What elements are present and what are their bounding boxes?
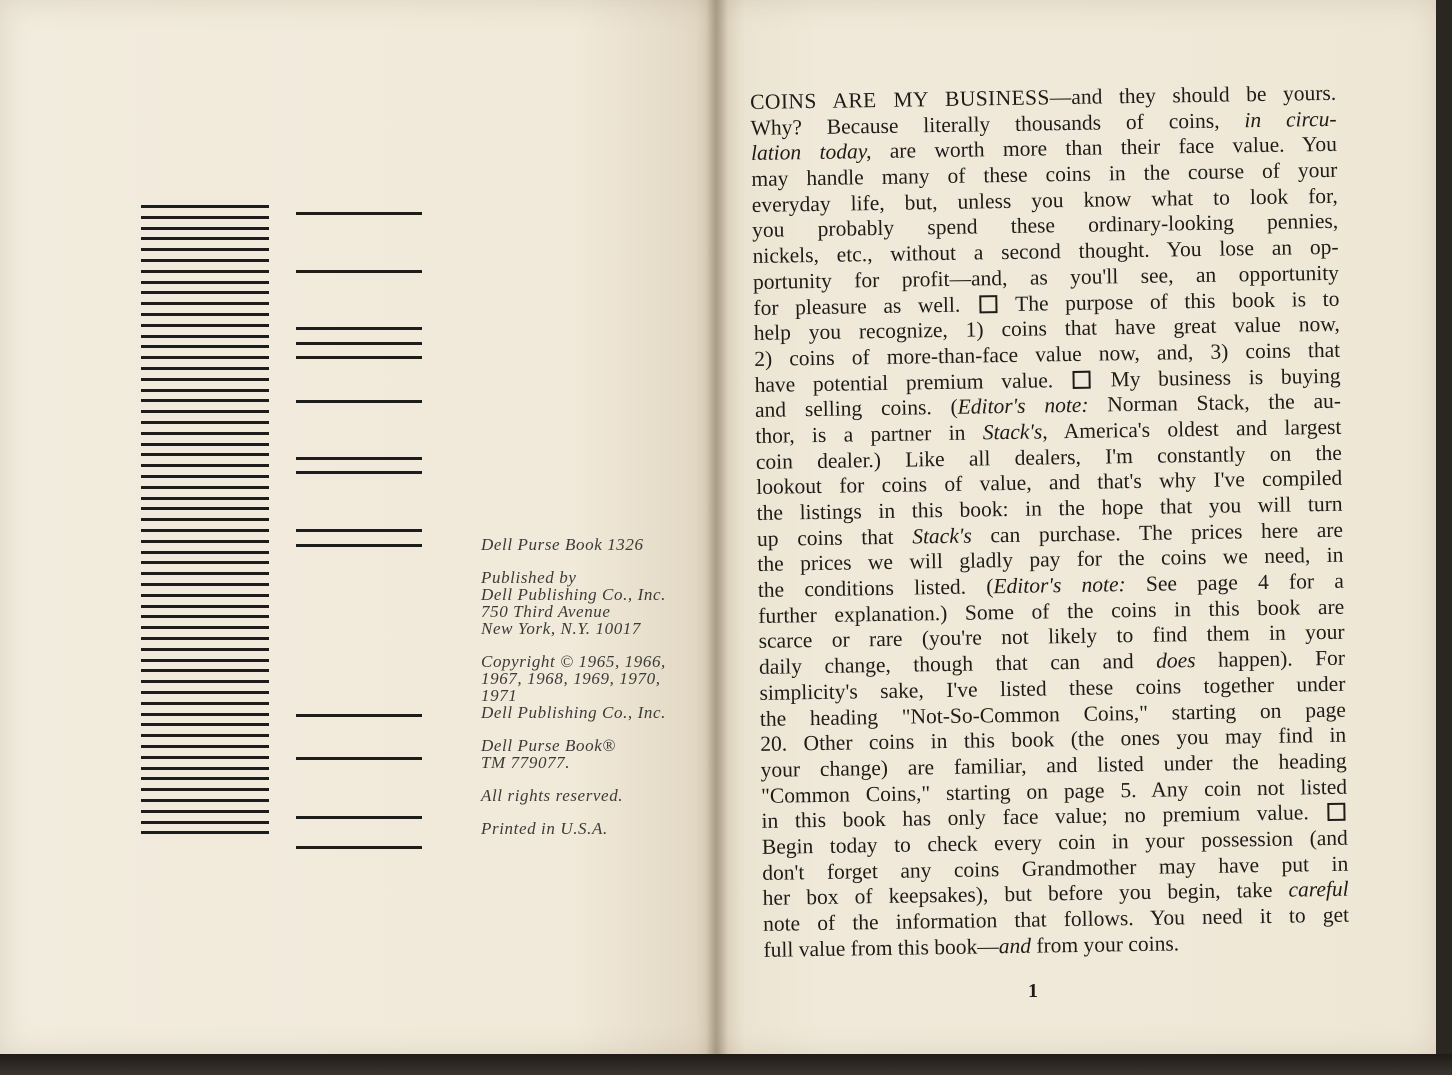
decorative-bar — [141, 659, 269, 662]
decorative-bar — [141, 518, 269, 521]
decorative-bar — [141, 594, 269, 597]
decorative-bar — [296, 356, 422, 359]
text-line: and selling coins. (Editor's note: Norman Stack, the au- — [754, 389, 1342, 423]
decorative-bar — [141, 216, 269, 219]
text-line: you probably spend these ordinary-looking pennies, — [752, 209, 1339, 243]
colophon-block — [481, 569, 711, 637]
text-line: lookout for coins of value, and that's why I've compiled — [756, 466, 1343, 500]
text-line: 20. Other coins in this book (the ones you may find in — [760, 722, 1347, 757]
colophon-line: 1971 — [481, 686, 518, 705]
text-line: your change) are familiar, and listed under the heading — [760, 748, 1347, 782]
decorative-bar — [141, 529, 269, 532]
body-text — [750, 81, 1350, 963]
decorative-bar — [296, 544, 422, 547]
table-surface — [0, 1054, 1452, 1075]
decorative-bar — [141, 691, 269, 694]
text-line: lation today, are worth more than their face value. You — [750, 132, 1338, 166]
decorative-bar — [141, 702, 269, 705]
decorative-bar — [141, 756, 269, 759]
text-line: full value from this book—and from your coins. — [763, 931, 1180, 962]
text-line: up coins that Stack's can purchase. The prices here are — [756, 517, 1344, 551]
decorative-bar — [141, 486, 269, 489]
colophon-line: TM 779077. — [481, 753, 571, 772]
text-line: Begin today to check every coin in your possession (and — [761, 825, 1349, 859]
decorative-bar — [141, 324, 269, 327]
decorative-bar — [141, 831, 269, 834]
decorative-bar — [141, 810, 269, 813]
decorative-bar — [141, 313, 269, 316]
decorative-bar — [141, 399, 269, 402]
colophon-line: 750 Third Avenue — [481, 602, 611, 621]
colophon-line: Dell Purse Book® — [481, 736, 616, 755]
colophon-block — [481, 653, 711, 721]
left-page — [0, 0, 718, 1056]
decorative-bar — [296, 327, 422, 330]
decorative-bar — [141, 648, 269, 651]
text-line: note of the information that follows. You need it to get — [762, 902, 1350, 936]
text-line: the conditions listed. (Editor's note: See page 4 for a — [757, 568, 1344, 602]
text-line: COINS ARE MY BUSINESS—and they should be yours. — [750, 80, 1337, 114]
text-line: daily change, though that can and does happen). For — [758, 645, 1346, 680]
decorative-bar — [296, 400, 422, 403]
text-line: the heading "Not-So-Common Coins," starting on page — [759, 697, 1346, 731]
decorative-bar — [141, 475, 269, 478]
decorative-bar — [141, 551, 269, 554]
colophon-line: Dell Publishing Co., Inc. — [481, 703, 666, 722]
decorative-bar — [296, 529, 422, 532]
text-line: thor, is a partner in Stack's, America's oldest and largest — [755, 414, 1342, 448]
decorative-bar — [141, 335, 269, 338]
decorative-bar — [141, 259, 269, 262]
decorative-bar — [141, 302, 269, 305]
decorative-bar — [141, 745, 269, 748]
colophon-block — [481, 737, 711, 771]
colophon-block — [481, 787, 711, 804]
decorative-bar — [141, 270, 269, 273]
decorative-bar — [141, 626, 269, 629]
colophon-line: Dell Purse Book 1326 — [481, 535, 644, 554]
colophon-block — [481, 536, 711, 553]
decorative-bar — [141, 767, 269, 770]
colophon-line: New York, N.Y. 10017 — [481, 619, 642, 638]
decorative-bar — [141, 291, 269, 294]
decorative-bar — [141, 723, 269, 726]
decorative-bar — [141, 540, 269, 543]
colophon-line: Printed in U.S.A. — [481, 819, 608, 838]
text-line: 2) coins of more-than-face value now, and, 3) coins that — [754, 337, 1341, 371]
decorative-bar — [141, 356, 269, 359]
text-line: don't forget any coins Grandmother may have put in — [762, 851, 1349, 885]
decorative-bar — [141, 281, 269, 284]
text-line: everyday life, but, unless you know what to look for, — [751, 183, 1338, 217]
decorative-bar — [296, 846, 422, 849]
decorative-bar — [141, 583, 269, 586]
decorative-bar — [141, 669, 269, 672]
decorative-bar — [296, 757, 422, 760]
gutter-shadow — [706, 0, 728, 1060]
decorative-bar — [141, 821, 269, 824]
text-line: her box of keepsakes), but before you begin, take careful — [762, 877, 1349, 911]
decorative-bar — [141, 345, 269, 348]
square-bullet-icon — [1327, 803, 1345, 821]
colophon-line: All rights reserved. — [481, 786, 624, 805]
decorative-bar — [141, 205, 269, 208]
decorative-bar — [141, 615, 269, 618]
text-line: for pleasure as well. The purpose of this book is to — [753, 286, 1340, 320]
decorative-bar — [141, 713, 269, 716]
text-line: further explanation.) Some of the coins in this book are — [758, 594, 1345, 628]
text-line: help you recognize, 1) coins that have great value now, — [753, 311, 1340, 346]
text-line: coin dealer.) Like all dealers, I'm constantly on the — [755, 440, 1342, 474]
decorative-bar — [141, 561, 269, 564]
decorative-bar-pattern — [0, 0, 718, 1056]
decorative-bar — [141, 410, 269, 413]
page-number: 1 — [1028, 980, 1038, 1002]
decorative-bar — [296, 212, 422, 215]
decorative-bar — [296, 342, 422, 345]
colophon-line: Dell Publishing Co., Inc. — [481, 585, 666, 604]
decorative-bar — [296, 457, 422, 460]
text-line: Why? Because literally thousands of coins, in circu- — [750, 106, 1337, 140]
decorative-bar — [141, 227, 269, 230]
colophon — [481, 536, 711, 853]
colophon-line: Copyright © 1965, 1966, — [481, 652, 666, 671]
text-line: the listings in this book: in the hope that you will turn — [756, 491, 1343, 525]
decorative-bar — [296, 471, 422, 474]
text-line: simplicity's sake, I've listed these coins together under — [759, 671, 1346, 705]
decorative-bar — [141, 443, 269, 446]
decorative-bar — [141, 432, 269, 435]
text-line: "Common Coins," starting on page 5. Any coin not listed — [760, 774, 1348, 808]
colophon-block — [481, 820, 711, 837]
text-line: portunity for profit—and, as you'll see, an opportunity — [752, 260, 1340, 294]
decorative-bar — [141, 367, 269, 370]
square-bullet-icon — [979, 295, 997, 313]
decorative-bar — [296, 816, 422, 819]
decorative-bar — [141, 378, 269, 381]
decorative-bar — [141, 605, 269, 608]
decorative-bar — [141, 777, 269, 780]
text-line: the prices we will gladly pay for the coins we need, in — [757, 543, 1344, 577]
colophon-line: 1967, 1968, 1969, 1970, — [481, 669, 661, 688]
decorative-bar — [141, 637, 269, 640]
decorative-bar — [141, 389, 269, 392]
decorative-bar — [141, 248, 269, 251]
decorative-bar — [296, 270, 422, 273]
decorative-bar — [141, 453, 269, 456]
decorative-bar — [141, 788, 269, 791]
text-line: nickels, etc., without a second thought. You lose an op- — [752, 234, 1339, 269]
square-bullet-icon — [1073, 370, 1091, 388]
decorative-bar — [296, 714, 422, 717]
decorative-bar — [141, 497, 269, 500]
text-line: may handle many of these coins in the course of your — [751, 157, 1338, 192]
colophon-line: Published by — [481, 568, 577, 587]
decorative-bar — [141, 464, 269, 467]
decorative-bar — [141, 680, 269, 683]
text-line: scarce or rare (you're not likely to find them in your — [758, 620, 1345, 654]
decorative-bar — [141, 572, 269, 575]
decorative-bar — [141, 734, 269, 737]
text-line: have potential premium value. My business is buying — [754, 363, 1341, 397]
decorative-bar — [141, 421, 269, 424]
text-line: in this book has only face value; no premium value. — [761, 800, 1347, 835]
decorative-bar — [141, 237, 269, 240]
decorative-bar — [141, 799, 269, 802]
decorative-bar — [141, 507, 269, 510]
